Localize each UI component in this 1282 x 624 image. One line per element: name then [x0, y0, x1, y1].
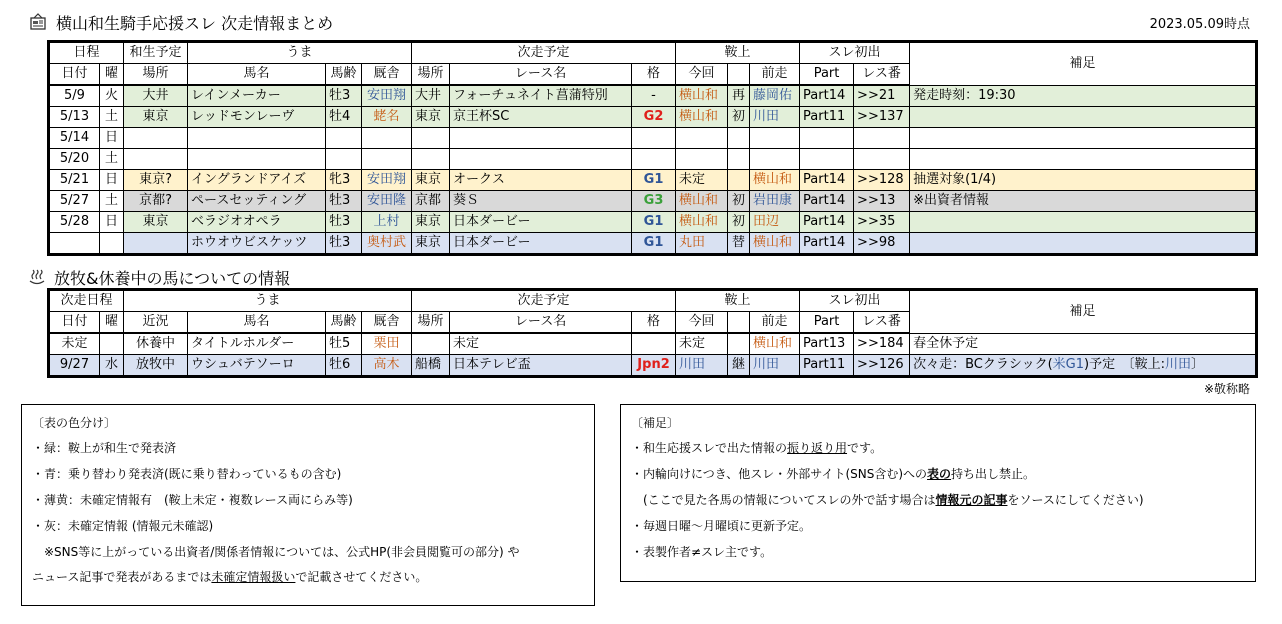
notes-line: 〔補足〕: [631, 416, 680, 430]
weekday-cell: 日: [100, 212, 124, 233]
part-cell: Part11: [800, 355, 854, 376]
age-cell: 牡3: [326, 233, 362, 254]
date-cell: 5/14: [50, 128, 100, 149]
age-cell: 牝3: [326, 170, 362, 191]
note-cell: [910, 107, 1256, 128]
jockey-now-cell: 横山和: [676, 85, 728, 107]
column-header: 馬名: [188, 312, 326, 334]
res-cell: >>137: [854, 107, 910, 128]
group-header: スレ初出: [800, 43, 910, 64]
stable-cell: 栗田: [362, 333, 412, 355]
group-header: 鞍上: [676, 291, 800, 312]
notes-text: ・和生応援スレで出た情報の: [631, 441, 788, 455]
newspaper-icon: [28, 12, 48, 32]
table-row: [50, 149, 1256, 170]
res-cell: >>98: [854, 233, 910, 254]
jockey-mark-cell: 替: [728, 233, 750, 254]
jockey-prev-cell: 藤岡佑: [750, 85, 800, 107]
group-header: 次走予定: [412, 291, 676, 312]
column-header: 馬齢: [326, 312, 362, 334]
honorific-note: ※敬称略: [1203, 382, 1250, 396]
jockey-mark-cell: 継: [728, 355, 750, 376]
jockey-prev-cell: 岩田康: [750, 191, 800, 212]
race-name-cell: 日本ダービー: [450, 212, 632, 233]
notes-bold-underlined: 表の: [927, 467, 952, 481]
res-cell: >>21: [854, 85, 910, 107]
jockey-mark-cell: [728, 333, 750, 355]
horse-name-cell: ベラジオオペラ: [188, 212, 326, 233]
column-header: レース名: [450, 312, 632, 334]
notes-box: [620, 404, 1256, 582]
notes-text: (ここで見た各馬の情報についてスレの外で話す場合は: [631, 493, 936, 507]
venue-plan-cell: 京都?: [124, 191, 188, 212]
date-cell: 5/20: [50, 149, 100, 170]
page-title-area: [28, 10, 333, 34]
table-row: [50, 191, 1256, 212]
note-cell: [910, 212, 1256, 233]
race-venue-cell: 東京: [412, 170, 450, 191]
column-header: 近況: [124, 312, 188, 334]
race-venue-cell: 東京: [412, 233, 450, 254]
group-header-row: [50, 291, 1256, 312]
date-cell: 9/27: [50, 355, 100, 376]
group-header: 次走予定: [412, 43, 676, 64]
stable-cell: 上村: [362, 212, 412, 233]
weekday-cell: 日: [100, 170, 124, 191]
table-row: [50, 355, 1256, 376]
note-cell: 抽選対象(1/4): [910, 170, 1256, 191]
horse-name-cell: タイトルホルダー: [188, 333, 326, 355]
column-header: 前走: [750, 312, 800, 334]
legend-line: [32, 568, 427, 585]
column-header: 場所: [412, 312, 450, 334]
column-header: 場所: [124, 64, 188, 86]
stable-cell: 安田翔: [362, 85, 412, 107]
legend-text: で記載させてください。: [295, 570, 428, 584]
table-row: [50, 333, 1256, 355]
part-cell: Part14: [800, 85, 854, 107]
horse-name-cell: レッドモンレーヴ: [188, 107, 326, 128]
status-cell: 放牧中: [124, 355, 188, 376]
horse-name-cell: ウシュバテソーロ: [188, 355, 326, 376]
note-text: 次々走：BCクラシック(: [913, 357, 1053, 372]
jockey-now-cell: 横山和: [676, 107, 728, 128]
venue-plan-cell: 東京: [124, 107, 188, 128]
res-cell: >>184: [854, 333, 910, 355]
horse-name-cell: イングランドアイズ: [188, 170, 326, 191]
column-header: Part: [800, 64, 854, 86]
jockey-mark-cell: [728, 170, 750, 191]
note-cell: [910, 355, 1256, 376]
jockey-prev-cell: 横山和: [750, 170, 800, 191]
notes-line: [631, 439, 882, 456]
note-grade: 米G1: [1052, 357, 1085, 372]
notes-line: ・毎週日曜～月曜頃に更新予定。: [631, 519, 812, 533]
column-header: 厩舎: [362, 64, 412, 86]
jockey-now-cell: 横山和: [676, 212, 728, 233]
notes-text: をソースにしてください): [1007, 493, 1144, 507]
race-venue-cell: 東京: [412, 212, 450, 233]
notes-text: ・内輪向けにつき、他スレ・外部サイト(SNS含む)への: [631, 467, 928, 481]
jockey-mark-cell: 初: [728, 107, 750, 128]
legend-line: ・灰：未確定情報 (情報元未確認): [32, 519, 214, 533]
column-header: 今回: [676, 64, 728, 86]
stable-cell: 高木: [362, 355, 412, 376]
group-header-row: [50, 43, 1256, 64]
grade-cell: [632, 333, 676, 355]
grade-cell: G1: [632, 170, 676, 191]
race-venue-cell: [412, 333, 450, 355]
group-header: スレ初出: [800, 291, 910, 312]
weekday-cell: 土: [100, 149, 124, 170]
part-cell: Part14: [800, 191, 854, 212]
part-cell: Part13: [800, 333, 854, 355]
jockey-now-cell: 横山和: [676, 191, 728, 212]
group-header: うま: [188, 43, 412, 64]
race-name-cell: 京王杯SC: [450, 107, 632, 128]
column-header: 場所: [412, 64, 450, 86]
jockey-now-cell: 丸田: [676, 233, 728, 254]
column-header: 今回: [676, 312, 728, 334]
column-header: [728, 64, 750, 86]
horse-name-cell: レインメーカー: [188, 85, 326, 107]
notes-line: [631, 491, 1144, 508]
res-cell: >>128: [854, 170, 910, 191]
part-cell: Part14: [800, 233, 854, 254]
date-cell: 5/9: [50, 85, 100, 107]
status-cell: 休養中: [124, 333, 188, 355]
res-cell: >>35: [854, 212, 910, 233]
race-name-cell: 未定: [450, 333, 632, 355]
grade-cell: Jpn2: [632, 355, 676, 376]
resting-horse-table: [49, 290, 1256, 376]
race-venue-cell: 東京: [412, 107, 450, 128]
group-header: 日程: [50, 43, 124, 64]
note-cell: 発走時刻：19:30: [910, 85, 1256, 107]
venue-plan-cell: 東京: [124, 212, 188, 233]
part-cell: Part14: [800, 170, 854, 191]
legend-line: 〔表の色分け〕: [32, 416, 117, 430]
res-cell: >>13: [854, 191, 910, 212]
res-cell: >>126: [854, 355, 910, 376]
age-cell: 牡3: [326, 212, 362, 233]
venue-plan-cell: [124, 233, 188, 254]
column-header: 厩舎: [362, 312, 412, 334]
race-venue-cell: 船橋: [412, 355, 450, 376]
date-cell: 5/13: [50, 107, 100, 128]
as-of-date: 2023.05.09時点: [1149, 17, 1250, 32]
legend-underlined: 未確定情報扱い: [211, 570, 296, 584]
weekday-cell: [100, 333, 124, 355]
weekday-cell: [100, 233, 124, 254]
race-venue-cell: 京都: [412, 191, 450, 212]
note-cell: 春全休予定: [910, 333, 1256, 355]
horse-name-cell: ペースセッティング: [188, 191, 326, 212]
race-name-cell: 日本テレビ盃: [450, 355, 632, 376]
horse-name-cell: ホウオウビスケッツ: [188, 233, 326, 254]
page-title: 横山和生騎手応援スレ 次走情報まとめ: [56, 13, 334, 33]
table-row: [50, 85, 1256, 107]
note-cell: [910, 233, 1256, 254]
legend-line: ※SNS等に上がっている出資者/関係者情報については、公式HP(非会員閲覧可の部分) や: [32, 545, 520, 559]
legend-text: ニュース記事で発表があるまでは: [32, 570, 212, 584]
legend-line: ・薄黄：未確定情報有 (鞍上未定・複数レース両にらみ等): [32, 493, 353, 507]
group-header: 鞍上: [676, 43, 800, 64]
note-jockey: 川田: [1164, 357, 1191, 372]
jockey-mark-cell: 再: [728, 85, 750, 107]
group-header: うま: [124, 291, 412, 312]
column-header: 曜: [100, 64, 124, 86]
column-header: 日付: [50, 64, 100, 86]
date-cell: 5/21: [50, 170, 100, 191]
jockey-now-cell: 未定: [676, 170, 728, 191]
date-cell: 5/27: [50, 191, 100, 212]
grade-cell: G2: [632, 107, 676, 128]
jockey-mark-cell: 初: [728, 191, 750, 212]
age-cell: 牡6: [326, 355, 362, 376]
column-header: レス番: [854, 64, 910, 86]
age-cell: 牡3: [326, 191, 362, 212]
grade-cell: G1: [632, 233, 676, 254]
notes-bold-underlined: 情報元の記事: [935, 493, 1008, 507]
race-name-cell: 日本ダービー: [450, 233, 632, 254]
column-header: レース名: [450, 64, 632, 86]
section-title: 放牧&休養中の馬についての情報: [54, 268, 291, 288]
column-header: 曜: [100, 312, 124, 334]
notes-text: です。: [847, 441, 883, 455]
notes-line: ・表製作者≠スレ主です。: [631, 545, 773, 559]
group-header: 次走日程: [50, 291, 124, 312]
grade-cell: G3: [632, 191, 676, 212]
jockey-mark-cell: 初: [728, 212, 750, 233]
race-name-cell: オークス: [450, 170, 632, 191]
notes-line: [631, 465, 1035, 482]
column-header: 前走: [750, 64, 800, 86]
group-header: 補足: [910, 291, 1256, 334]
column-header: 馬名: [188, 64, 326, 86]
table-row: [50, 107, 1256, 128]
column-header: 格: [632, 64, 676, 86]
note-text: 〕: [1190, 357, 1204, 372]
venue-plan-cell: 東京?: [124, 170, 188, 191]
grade-cell: G1: [632, 212, 676, 233]
note-text: )予定 〔鞍上:: [1084, 357, 1165, 372]
stable-cell: 安田翔: [362, 170, 412, 191]
jockey-now-cell: 未定: [676, 333, 728, 355]
weekday-cell: 日: [100, 128, 124, 149]
column-header: 馬齢: [326, 64, 362, 86]
table-row: [50, 212, 1256, 233]
race-venue-cell: 大井: [412, 85, 450, 107]
part-cell: Part11: [800, 107, 854, 128]
race-name-cell: 葵Ｓ: [450, 191, 632, 212]
jockey-prev-cell: 川田: [750, 355, 800, 376]
race-name-cell: フォーチュネイト菖蒲特別: [450, 85, 632, 107]
table-row: [50, 233, 1256, 254]
date-cell: [50, 233, 100, 254]
age-cell: 牡3: [326, 85, 362, 107]
stable-cell: 奥村武: [362, 233, 412, 254]
group-header: 和生予定: [124, 43, 188, 64]
weekday-cell: 土: [100, 191, 124, 212]
grade-cell: -: [632, 85, 676, 107]
column-header: 格: [632, 312, 676, 334]
age-cell: 牡5: [326, 333, 362, 355]
column-header: レス番: [854, 312, 910, 334]
jockey-prev-cell: 横山和: [750, 233, 800, 254]
column-header: Part: [800, 312, 854, 334]
note-cell: ※出資者情報: [910, 191, 1256, 212]
venue-plan-cell: 大井: [124, 85, 188, 107]
jockey-prev-cell: 横山和: [750, 333, 800, 355]
date-cell: 5/28: [50, 212, 100, 233]
next-race-table: [49, 42, 1256, 254]
weekday-cell: 水: [100, 355, 124, 376]
color-legend-box: [21, 404, 595, 606]
date-cell: 未定: [50, 333, 100, 355]
notes-text: 持ち出し禁止。: [951, 467, 1036, 481]
legend-line: ・青：乗り替わり発表済(既に乗り替わっているもの含む): [32, 467, 342, 481]
stable-cell: 安田隆: [362, 191, 412, 212]
notes-underlined: 振り返り用: [787, 441, 848, 455]
age-cell: 牡4: [326, 107, 362, 128]
jockey-now-cell: 川田: [676, 355, 728, 376]
column-header: 日付: [50, 312, 100, 334]
legend-line: ・緑：鞍上が和生で発表済: [32, 441, 177, 455]
jockey-prev-cell: 川田: [750, 107, 800, 128]
table-row: [50, 128, 1256, 149]
hot-spring-icon: [28, 268, 46, 286]
weekday-cell: 火: [100, 85, 124, 107]
jockey-prev-cell: 田辺: [750, 212, 800, 233]
column-header: [728, 312, 750, 334]
stable-cell: 蛯名: [362, 107, 412, 128]
group-header: 補足: [910, 43, 1256, 86]
weekday-cell: 土: [100, 107, 124, 128]
rest-section-title: [28, 266, 290, 288]
table-row: [50, 170, 1256, 191]
part-cell: Part14: [800, 212, 854, 233]
